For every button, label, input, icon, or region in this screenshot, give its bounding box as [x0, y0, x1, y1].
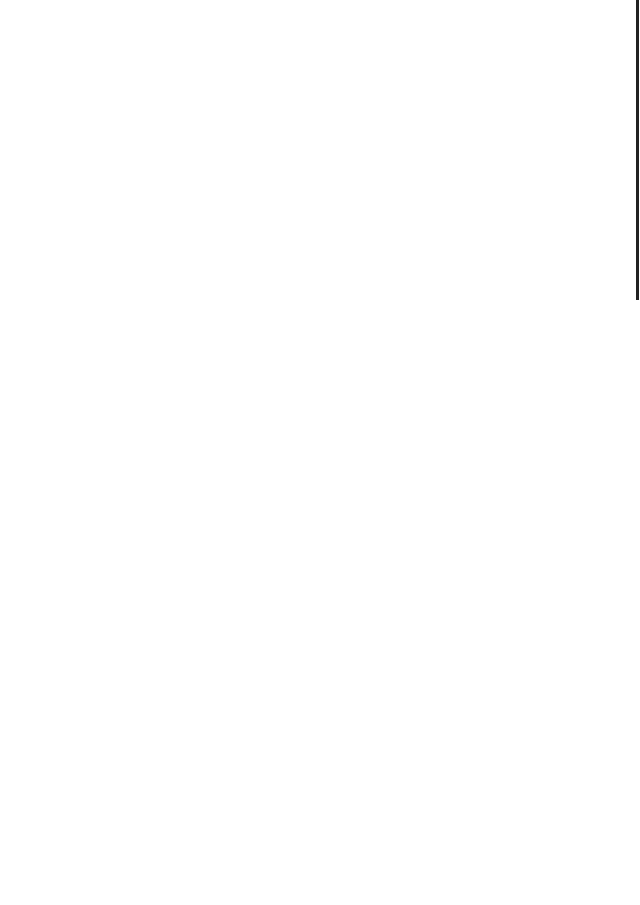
page-edge-line	[636, 0, 639, 300]
